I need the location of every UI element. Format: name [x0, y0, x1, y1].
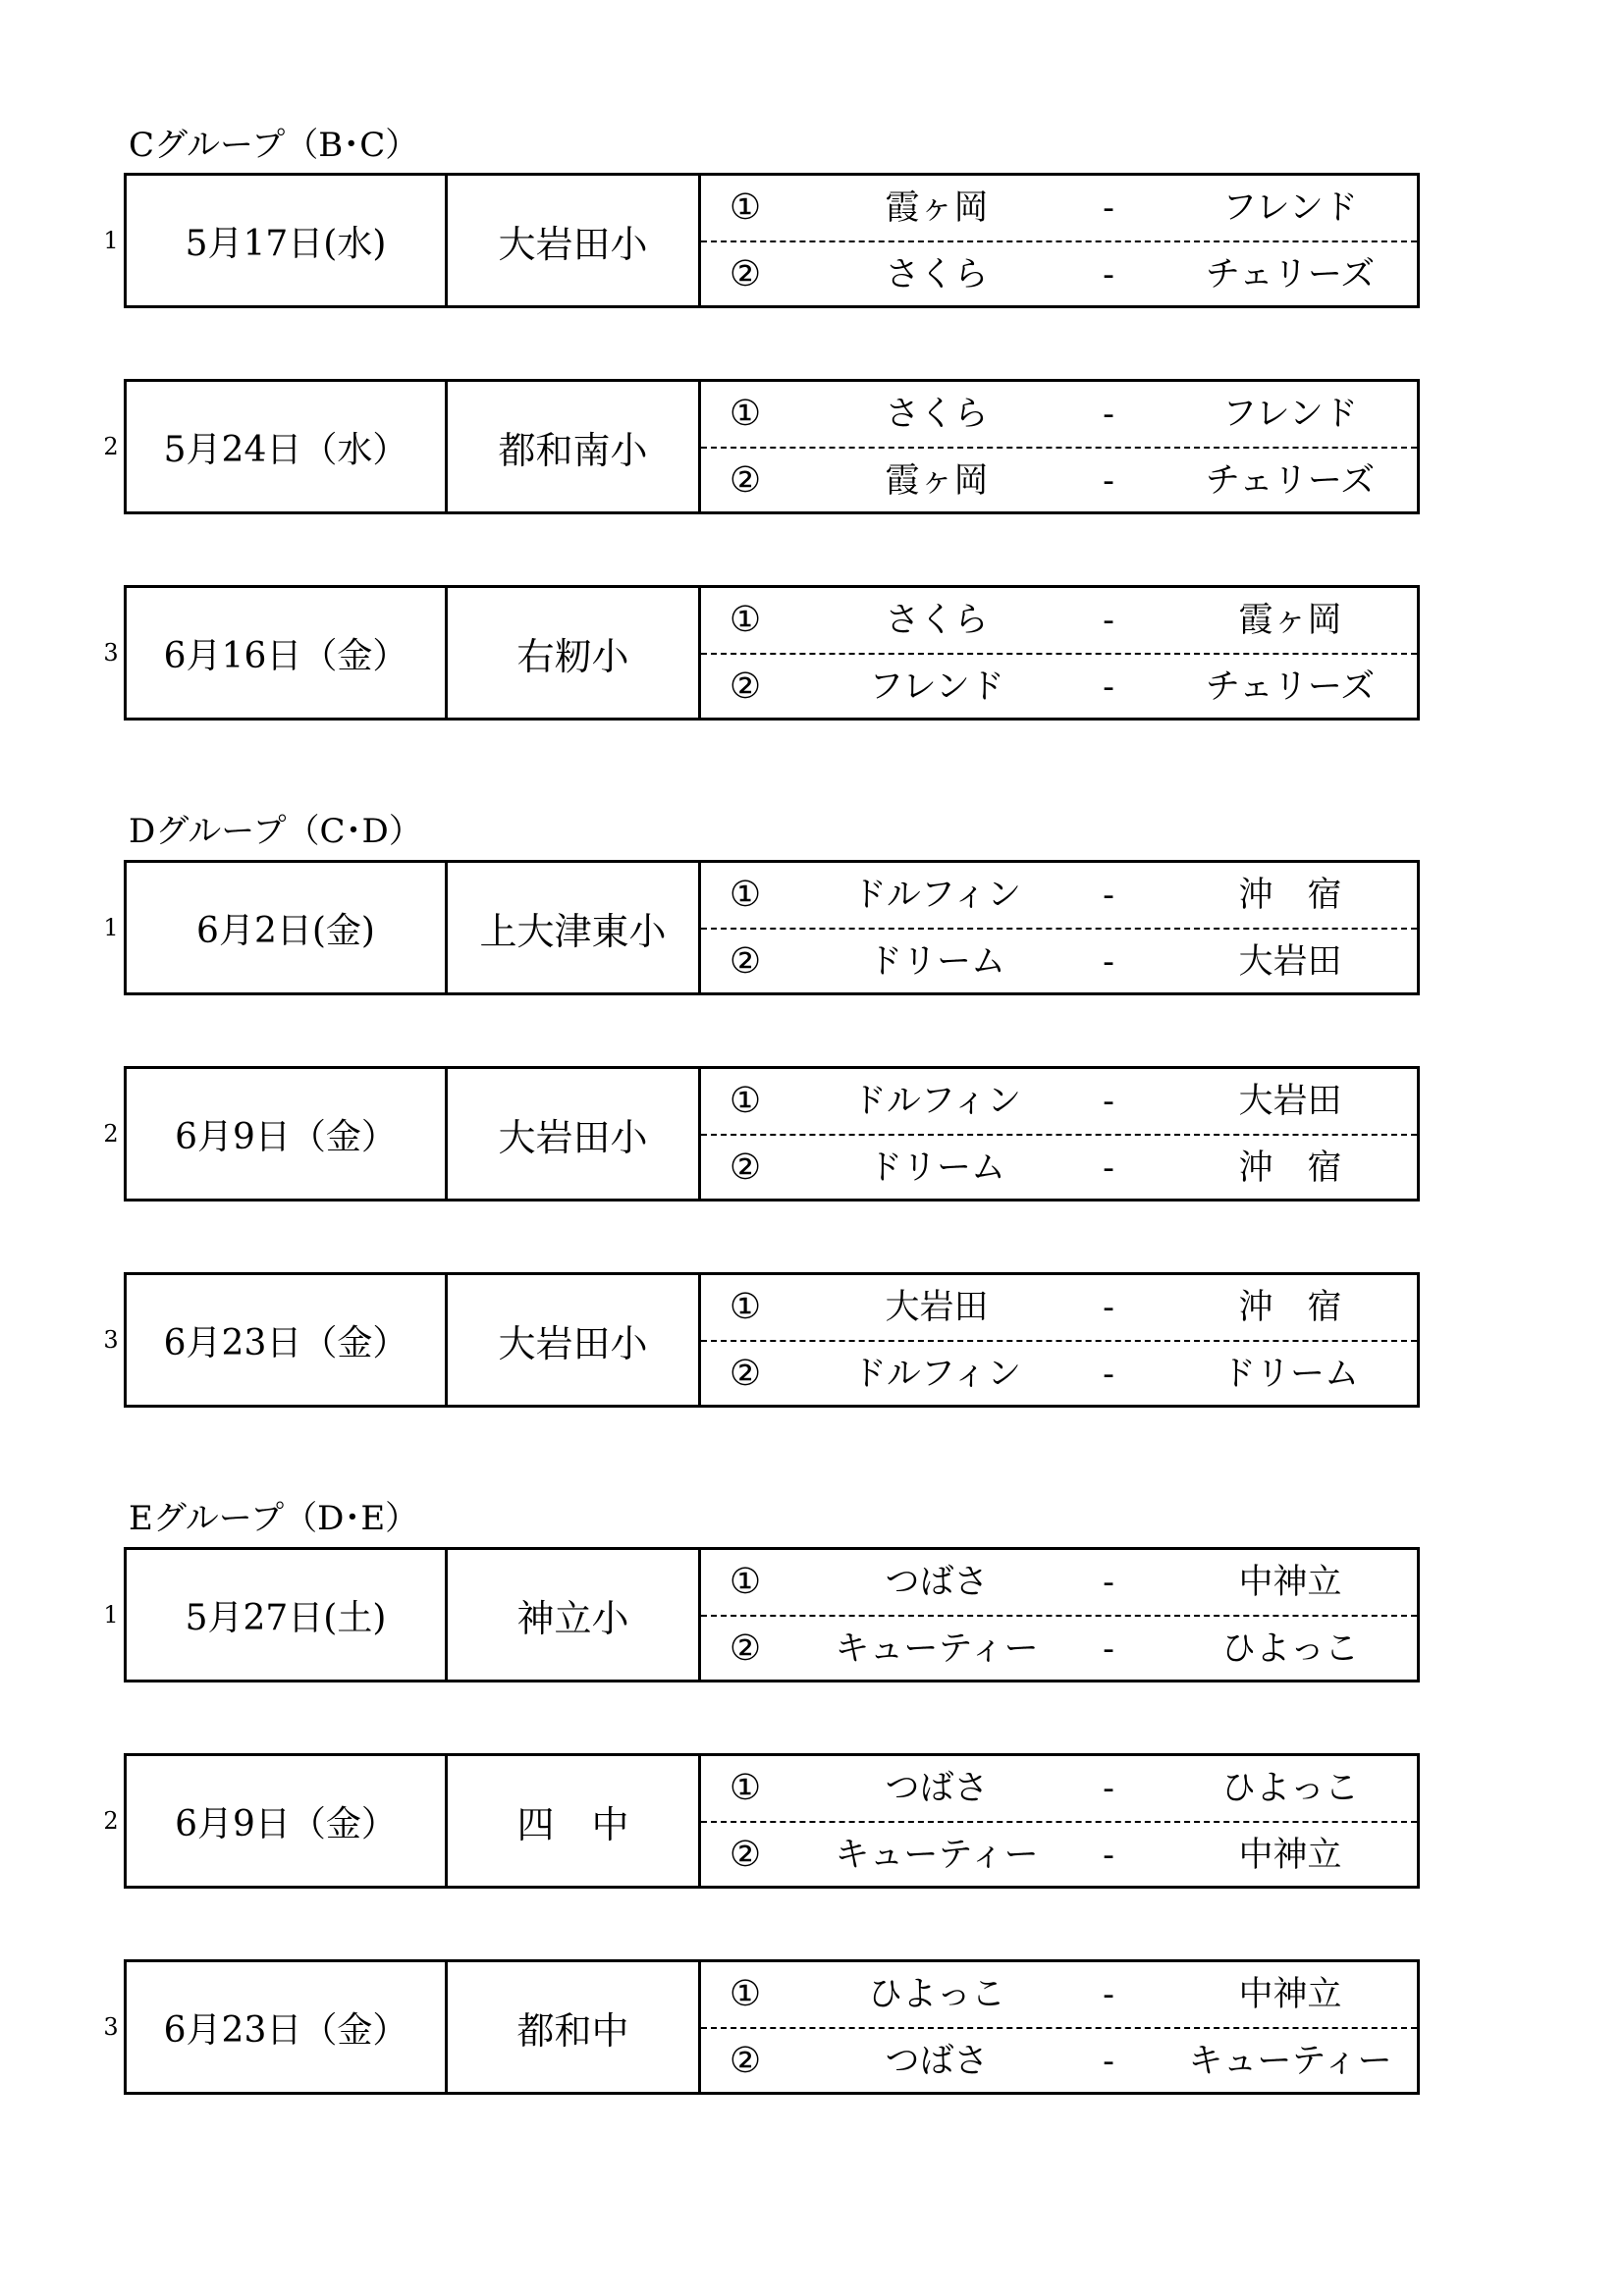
home-team: さくら	[885, 395, 989, 434]
game-number: ②	[729, 941, 762, 982]
game-number: ②	[729, 2041, 762, 2081]
away-team: キューティー	[1188, 2042, 1392, 2081]
round-number: 1	[103, 1601, 119, 1629]
away-team: 中神立	[1238, 1975, 1342, 2014]
game-number: ②	[729, 1629, 762, 1669]
versus-separator: -	[1103, 942, 1114, 982]
away-team: フレンド	[1222, 395, 1358, 434]
game-number: ①	[729, 875, 762, 915]
away-team: フレンド	[1222, 188, 1358, 228]
game-row	[701, 1823, 1417, 1888]
match-block	[124, 1753, 1420, 1889]
versus-separator: -	[1103, 1148, 1114, 1188]
away-team: 中神立	[1238, 1836, 1342, 1875]
game-row	[701, 1275, 1417, 1342]
match-block	[124, 1272, 1420, 1408]
versus-separator: -	[1103, 1769, 1114, 1808]
away-team: 霞ヶ岡	[1238, 601, 1342, 640]
versus-separator: -	[1103, 1288, 1114, 1327]
match-venue: 大岩田小	[448, 1275, 701, 1405]
home-team: 霞ヶ岡	[885, 188, 989, 228]
game-row	[701, 2029, 1417, 2094]
round-number: 2	[103, 433, 119, 460]
match-date: 6月23日（金）	[127, 1275, 448, 1405]
game-row	[701, 863, 1417, 930]
games-cell	[701, 863, 1417, 992]
game-number: ①	[729, 1081, 762, 1121]
match-block	[124, 1066, 1420, 1201]
game-row	[701, 449, 1417, 513]
game-number: ②	[729, 1835, 762, 1875]
home-team: 大岩田	[885, 1288, 989, 1327]
games-cell	[701, 1550, 1417, 1680]
versus-separator: -	[1103, 601, 1114, 640]
game-row	[701, 1342, 1417, 1407]
game-row	[701, 1069, 1417, 1136]
match-date: 6月2日(金)	[127, 863, 448, 992]
away-team: チェリーズ	[1205, 667, 1376, 707]
match-venue: 四 中	[448, 1756, 701, 1886]
home-team: 霞ヶ岡	[885, 461, 989, 501]
round-number: 3	[103, 2013, 119, 2041]
game-row	[701, 1756, 1417, 1823]
match-venue: 神立小	[448, 1550, 701, 1680]
away-team: 中神立	[1238, 1563, 1342, 1602]
versus-separator: -	[1103, 1836, 1114, 1875]
game-number: ①	[729, 394, 762, 434]
game-row	[701, 655, 1417, 720]
game-number: ①	[729, 1287, 762, 1327]
away-team: ひよっこ	[1220, 1769, 1359, 1808]
versus-separator: -	[1103, 1975, 1114, 2014]
game-row	[701, 588, 1417, 655]
match-block	[124, 1959, 1420, 2095]
versus-separator: -	[1103, 188, 1114, 228]
match-date: 5月27日(土)	[127, 1550, 448, 1680]
games-cell	[701, 1756, 1417, 1886]
match-block	[124, 585, 1420, 721]
game-number: ②	[729, 1148, 762, 1188]
group-title: Eグループ（D･E）	[129, 1499, 419, 1538]
home-team: さくら	[885, 255, 989, 294]
away-team: 沖 宿	[1238, 876, 1342, 915]
home-team: フレンド	[869, 667, 1004, 707]
home-team: ひよっこ	[867, 1975, 1005, 2014]
away-team: ひよっこ	[1220, 1629, 1359, 1669]
game-number: ②	[729, 667, 762, 707]
game-number: ②	[729, 460, 762, 501]
match-date: 6月9日（金）	[127, 1756, 448, 1886]
game-number: ①	[729, 1974, 762, 2014]
game-number: ①	[729, 1562, 762, 1602]
match-date: 6月9日（金）	[127, 1069, 448, 1199]
versus-separator: -	[1103, 395, 1114, 434]
games-cell	[701, 588, 1417, 718]
game-row	[701, 1962, 1417, 2029]
away-team: 大岩田	[1238, 1082, 1342, 1121]
match-venue: 都和南小	[448, 382, 701, 511]
game-row	[701, 930, 1417, 994]
match-venue: 右籾小	[448, 588, 701, 718]
round-number: 3	[103, 1326, 119, 1354]
home-team: つばさ	[885, 1563, 989, 1602]
match-venue: 都和中	[448, 1962, 701, 2092]
away-team: 沖 宿	[1238, 1148, 1342, 1188]
game-number: ②	[729, 1354, 762, 1394]
away-team: チェリーズ	[1205, 461, 1376, 501]
match-date: 6月16日（金）	[127, 588, 448, 718]
home-team: つばさ	[885, 1769, 989, 1808]
away-team: ドリーム	[1220, 1355, 1359, 1394]
home-team: ドルフィン	[851, 876, 1022, 915]
match-date: 5月17日(水)	[127, 176, 448, 305]
match-date: 6月23日（金）	[127, 1962, 448, 2092]
match-block	[124, 379, 1420, 514]
round-number: 2	[103, 1807, 119, 1835]
home-team: ドルフィン	[851, 1082, 1022, 1121]
round-number: 1	[103, 227, 119, 254]
game-number: ②	[729, 254, 762, 294]
home-team: キューティー	[835, 1836, 1039, 1875]
match-venue: 大岩田小	[448, 1069, 701, 1199]
match-venue: 上大津東小	[448, 863, 701, 992]
game-number: ①	[729, 1768, 762, 1808]
away-team: 沖 宿	[1238, 1288, 1342, 1327]
match-block	[124, 1547, 1420, 1682]
away-team: 大岩田	[1238, 942, 1342, 982]
games-cell	[701, 176, 1417, 305]
game-number: ①	[729, 187, 762, 228]
home-team: ドリーム	[867, 942, 1005, 982]
match-block	[124, 860, 1420, 995]
versus-separator: -	[1103, 2042, 1114, 2081]
match-venue: 大岩田小	[448, 176, 701, 305]
versus-separator: -	[1103, 1082, 1114, 1121]
home-team: つばさ	[885, 2042, 989, 2081]
games-cell	[701, 1275, 1417, 1405]
games-cell	[701, 1069, 1417, 1199]
game-row	[701, 1617, 1417, 1682]
group-title: Dグループ（C･D）	[129, 812, 422, 851]
game-row	[701, 1136, 1417, 1201]
versus-separator: -	[1103, 1629, 1114, 1669]
round-number: 3	[103, 639, 119, 667]
home-team: キューティー	[835, 1629, 1039, 1669]
match-block	[124, 173, 1420, 308]
versus-separator: -	[1103, 255, 1114, 294]
home-team: ドリーム	[867, 1148, 1005, 1188]
match-date: 5月24日（水）	[127, 382, 448, 511]
game-row	[701, 1550, 1417, 1617]
game-row	[701, 242, 1417, 307]
versus-separator: -	[1103, 461, 1114, 501]
round-number: 2	[103, 1120, 119, 1148]
versus-separator: -	[1103, 876, 1114, 915]
games-cell	[701, 1962, 1417, 2092]
round-number: 1	[103, 914, 119, 941]
games-cell	[701, 382, 1417, 511]
game-row	[701, 176, 1417, 242]
versus-separator: -	[1103, 1355, 1114, 1394]
group-title: Cグループ（B･C）	[129, 126, 419, 165]
away-team: チェリーズ	[1205, 255, 1376, 294]
versus-separator: -	[1103, 667, 1114, 707]
game-row	[701, 382, 1417, 449]
game-number: ①	[729, 600, 762, 640]
versus-separator: -	[1103, 1563, 1114, 1602]
home-team: さくら	[885, 601, 989, 640]
home-team: ドルフィン	[851, 1355, 1022, 1394]
